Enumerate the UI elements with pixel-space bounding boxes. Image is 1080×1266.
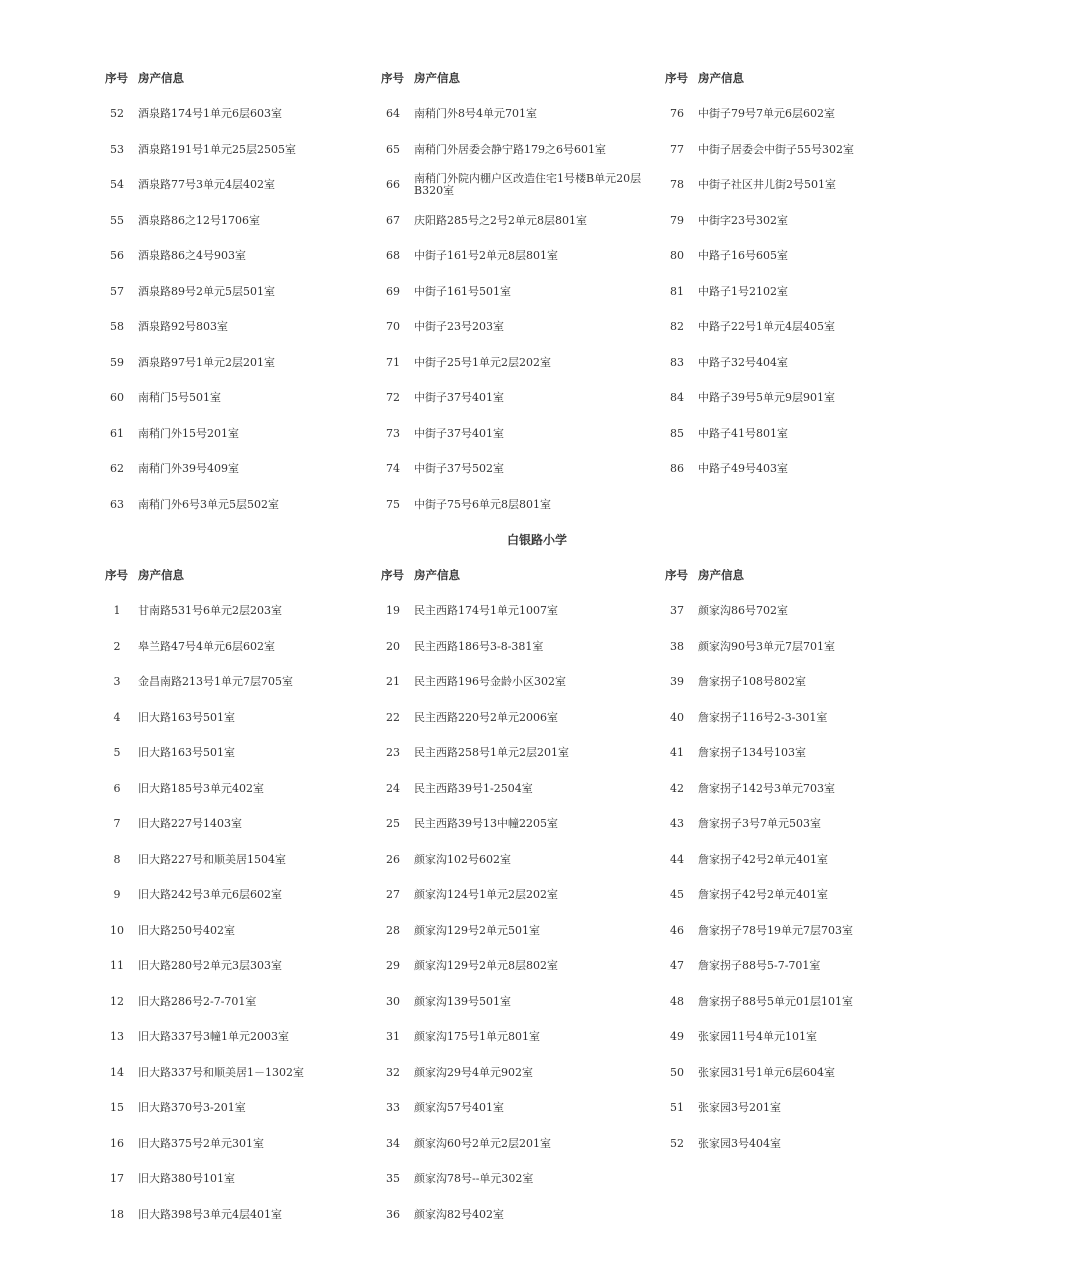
row-number: 61 (110, 426, 124, 440)
row-number: 40 (670, 710, 684, 724)
property-info: 旧大路250号402室 (138, 923, 235, 937)
property-info: 酒泉路92号803室 (138, 320, 228, 333)
property-info: 金昌南路213号1单元7层705室 (138, 675, 293, 688)
property-info: 中街子161号501室 (414, 284, 511, 298)
row-number: 23 (386, 746, 400, 759)
row-number: 15 (110, 1101, 124, 1114)
row-number: 84 (670, 391, 684, 404)
row-number: 11 (110, 959, 124, 972)
property-info: 酒泉路77号3单元4层402室 (138, 178, 275, 191)
property-info: 中街子37号502室 (414, 462, 504, 475)
property-info: 颜家沟175号1单元801室 (414, 1030, 540, 1043)
row-number: 26 (386, 852, 400, 866)
property-info: 颜家沟129号2单元8层802室 (414, 959, 558, 972)
row-number: 53 (110, 142, 124, 156)
row-number: 36 (386, 1207, 400, 1221)
property-info: 旧大路380号101室 (138, 1172, 235, 1185)
property-info: 旧大路185号3单元402室 (138, 781, 264, 795)
row-number: 14 (110, 1065, 124, 1079)
property-info: 南稍门外院内棚户区改造住宅1号楼B单元20层B320室 (414, 172, 642, 197)
property-info: 詹家拐子116号2-3-301室 (698, 710, 828, 724)
row-number: 78 (670, 178, 684, 191)
row-number: 54 (110, 178, 124, 191)
row-number: 2 (113, 639, 121, 653)
property-info: 南稍门外6号3单元5层502室 (138, 497, 279, 511)
property-info: 詹家拐子42号2单元401室 (698, 888, 828, 901)
row-number: 52 (110, 107, 124, 120)
row-number: 44 (670, 852, 684, 866)
property-info: 詹家拐子108号802室 (698, 675, 806, 688)
row-number: 7 (113, 817, 121, 830)
row-number: 25 (386, 817, 400, 830)
property-info: 中路子49号403室 (698, 462, 788, 475)
property-info: 颜家沟124号1单元2层202室 (414, 888, 558, 901)
row-number: 32 (386, 1065, 400, 1079)
row-number: 52 (670, 1136, 684, 1150)
row-number: 50 (670, 1065, 684, 1079)
property-info: 旧大路286号2-7-701室 (138, 994, 257, 1008)
row-number: 41 (670, 746, 684, 759)
row-number: 45 (670, 888, 684, 901)
property-info: 旧大路398号3单元4层401室 (138, 1207, 282, 1221)
row-number: 48 (670, 994, 684, 1008)
property-info: 颜家沟90号3单元7层701室 (698, 639, 835, 653)
row-number: 39 (670, 675, 684, 688)
row-number: 57 (110, 284, 124, 298)
row-number: 75 (386, 497, 400, 511)
row-number: 19 (386, 604, 400, 617)
property-info: 颜家沟57号401室 (414, 1101, 504, 1114)
header-number-label: 序号 (105, 71, 128, 85)
property-info: 颜家沟102号602室 (414, 852, 511, 866)
row-number: 17 (110, 1172, 124, 1185)
row-number: 46 (670, 923, 684, 937)
row-number: 28 (386, 923, 400, 937)
property-info: 中街子23号203室 (414, 320, 504, 333)
property-info: 中路子16号605室 (698, 249, 788, 262)
row-number: 70 (386, 320, 400, 333)
row-number: 5 (113, 746, 121, 759)
property-info: 民主西路174号1单元1007室 (414, 604, 558, 617)
property-info: 颜家沟86号702室 (698, 604, 788, 617)
row-number: 72 (386, 391, 400, 404)
row-number: 31 (386, 1030, 400, 1043)
row-number: 13 (110, 1030, 124, 1043)
row-number: 51 (670, 1101, 684, 1114)
row-number: 37 (670, 604, 684, 617)
header-number-label: 序号 (665, 568, 688, 582)
property-info: 旧大路337号3幢1单元2003室 (138, 1030, 289, 1043)
row-number: 27 (386, 888, 400, 901)
row-number: 47 (670, 959, 684, 972)
property-info: 南稍门外8号4单元701室 (414, 107, 537, 120)
row-number: 30 (386, 994, 400, 1008)
property-info: 中街子37号401室 (414, 391, 504, 404)
property-info: 旧大路163号501室 (138, 710, 235, 724)
row-number: 42 (670, 781, 684, 795)
row-number: 85 (670, 426, 684, 440)
row-number: 20 (386, 639, 400, 653)
property-info: 旧大路370号3-201室 (138, 1101, 246, 1114)
row-number: 69 (386, 284, 400, 298)
property-info: 中路子39号5单元9层901室 (698, 391, 835, 404)
row-number: 33 (386, 1101, 400, 1114)
property-info: 酒泉路191号1单元25层2505室 (138, 142, 296, 156)
property-info: 酒泉路97号1单元2层201室 (138, 355, 275, 369)
row-number: 74 (386, 462, 400, 475)
property-info: 詹家拐子42号2单元401室 (698, 852, 828, 866)
property-info: 民主西路39号1-2504室 (414, 781, 533, 795)
property-info: 南稍门5号501室 (138, 391, 221, 404)
property-info: 酒泉路86之12号1706室 (138, 213, 260, 227)
property-info: 詹家拐子3号7单元503室 (698, 817, 821, 830)
row-number: 34 (386, 1136, 400, 1150)
property-info: 民主西路39号13中幢2205室 (414, 817, 558, 830)
row-number: 58 (110, 320, 124, 333)
property-info: 中街子75号6单元8层801室 (414, 497, 551, 511)
property-info: 张家园3号201室 (698, 1101, 781, 1114)
property-info: 詹家拐子78号19单元7层703室 (698, 923, 853, 937)
row-number: 38 (670, 639, 684, 653)
property-info: 中路子1号2102室 (698, 284, 788, 298)
property-info: 颜家沟78号--单元302室 (414, 1172, 534, 1185)
row-number: 29 (386, 959, 400, 972)
property-info: 民主西路258号1单元2层201室 (414, 746, 569, 759)
property-info: 民主西路196号金龄小区302室 (414, 675, 566, 688)
header-number-label: 序号 (665, 71, 688, 85)
row-number: 81 (670, 284, 684, 298)
row-number: 83 (670, 355, 684, 369)
property-info: 南稍门外居委会静宁路179之6号601室 (414, 142, 606, 156)
row-number: 80 (670, 249, 684, 262)
property-info: 南稍门外15号201室 (138, 426, 239, 440)
property-info: 中路子41号801室 (698, 426, 788, 440)
property-info: 中街子25号1单元2层202室 (414, 355, 551, 369)
row-number: 55 (110, 213, 124, 227)
row-number: 79 (670, 213, 684, 227)
property-info: 中街子37号401室 (414, 426, 504, 440)
header-info-label: 房产信息 (414, 568, 460, 582)
property-info: 旧大路337号和顺美居1－1302室 (138, 1065, 304, 1079)
property-info: 颜家沟82号402室 (414, 1207, 504, 1221)
row-number: 65 (386, 142, 400, 156)
row-number: 66 (386, 178, 400, 191)
row-number: 9 (113, 888, 121, 901)
header-info-label: 房产信息 (414, 71, 460, 85)
property-info: 旧大路280号2单元3层303室 (138, 959, 282, 972)
row-number: 77 (670, 142, 684, 156)
row-number: 73 (386, 426, 400, 440)
row-number: 82 (670, 320, 684, 333)
row-number: 60 (110, 391, 124, 404)
property-info: 中街子社区井儿街2号501室 (698, 178, 836, 191)
row-number: 43 (670, 817, 684, 830)
property-info: 颜家沟129号2单元501室 (414, 923, 540, 937)
property-info: 张家园11号4单元101室 (698, 1030, 817, 1043)
row-number: 21 (386, 675, 400, 688)
header-info-label: 房产信息 (698, 71, 744, 85)
row-number: 10 (110, 923, 124, 937)
row-number: 24 (386, 781, 400, 795)
row-number: 63 (110, 497, 124, 511)
property-info: 中街子161号2单元8层801室 (414, 249, 558, 262)
row-number: 35 (386, 1172, 400, 1185)
row-number: 68 (386, 249, 400, 262)
row-number: 49 (670, 1030, 684, 1043)
property-info: 詹家拐子134号103室 (698, 746, 806, 759)
property-info: 中街子79号7单元6层602室 (698, 107, 835, 120)
row-number: 3 (113, 675, 121, 688)
property-info: 酒泉路86之4号903室 (138, 249, 246, 262)
property-info: 颜家沟29号4单元902室 (414, 1065, 533, 1079)
property-info: 中街字23号302室 (698, 213, 788, 227)
property-info: 颜家沟60号2单元2层201室 (414, 1136, 551, 1150)
property-info: 詹家拐子142号3单元703室 (698, 781, 835, 795)
property-info: 颜家沟139号501室 (414, 994, 511, 1008)
property-info: 旧大路163号501室 (138, 746, 235, 759)
property-info: 张家园3号404室 (698, 1136, 781, 1150)
row-number: 67 (386, 213, 400, 227)
property-info: 甘南路531号6单元2层203室 (138, 604, 282, 617)
row-number: 4 (113, 710, 121, 724)
property-info: 南稍门外39号409室 (138, 462, 239, 475)
property-info: 旧大路242号3单元6层602室 (138, 888, 282, 901)
row-number: 86 (670, 462, 684, 475)
header-number-label: 序号 (105, 568, 128, 582)
header-info-label: 房产信息 (698, 568, 744, 582)
row-number: 59 (110, 355, 124, 369)
property-info: 酒泉路174号1单元6层603室 (138, 107, 282, 120)
property-info: 中路子22号1单元4层405室 (698, 320, 835, 333)
row-number: 8 (113, 852, 121, 866)
property-info: 张家园31号1单元6层604室 (698, 1065, 835, 1079)
property-info: 旧大路227号和顺美居1504室 (138, 852, 286, 866)
row-number: 22 (386, 710, 400, 724)
row-number: 76 (670, 107, 684, 120)
property-info: 民主西路186号3-8-381室 (414, 639, 544, 653)
row-number: 12 (110, 994, 124, 1008)
property-info: 詹家拐子88号5单元01层101室 (698, 994, 853, 1008)
header-info-label: 房产信息 (138, 71, 184, 85)
property-info: 旧大路375号2单元301室 (138, 1136, 264, 1150)
property-info: 中街子居委会中街子55号302室 (698, 142, 854, 156)
property-info: 旧大路227号1403室 (138, 817, 242, 830)
row-number: 6 (113, 781, 121, 795)
property-info: 皋兰路47号4单元6层602室 (138, 639, 275, 653)
row-number: 62 (110, 462, 124, 475)
row-number: 1 (113, 604, 121, 617)
header-info-label: 房产信息 (138, 568, 184, 582)
section-title-baiyinlu-school: 白银路小学 (506, 533, 567, 547)
row-number: 64 (386, 107, 400, 120)
property-info: 庆阳路285号之2号2单元8层801室 (414, 213, 587, 227)
property-info: 詹家拐子88号5-7-701室 (698, 959, 821, 972)
row-number: 16 (110, 1136, 124, 1150)
row-number: 56 (110, 249, 124, 262)
row-number: 18 (110, 1207, 124, 1221)
property-info: 民主西路220号2单元2006室 (414, 710, 558, 724)
header-number-label: 序号 (381, 568, 404, 582)
property-info: 中路子32号404室 (698, 355, 788, 369)
header-number-label: 序号 (381, 71, 404, 85)
row-number: 71 (386, 355, 400, 369)
property-info: 酒泉路89号2单元5层501室 (138, 284, 275, 298)
